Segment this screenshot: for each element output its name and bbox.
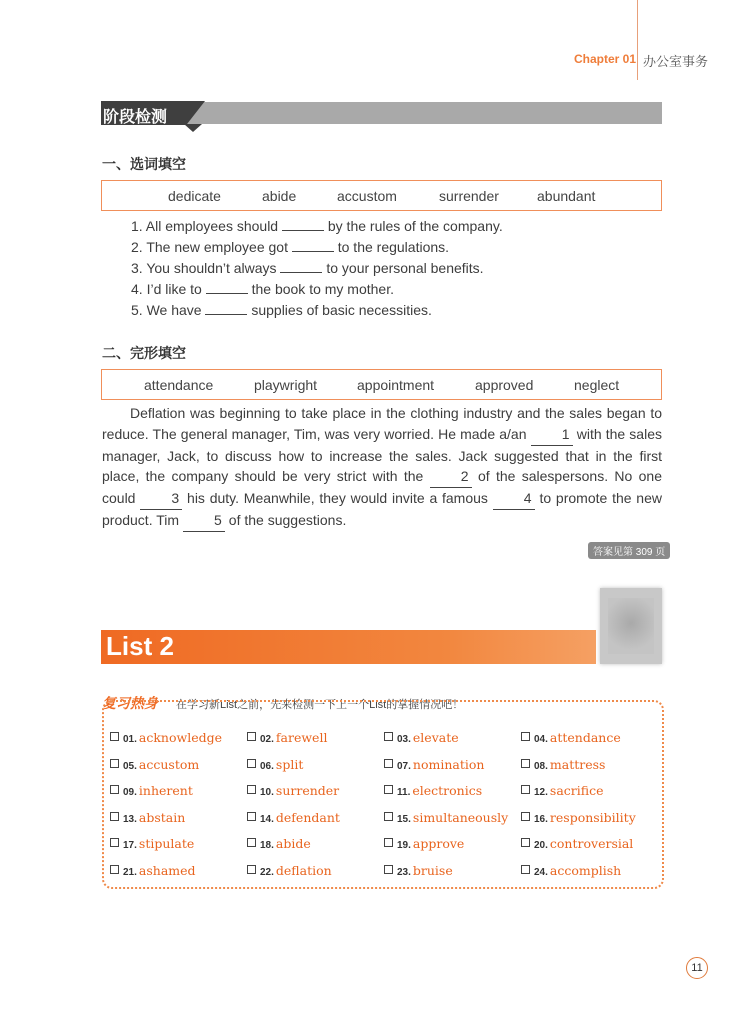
checkbox-icon[interactable] (247, 812, 256, 821)
review-item-number: 24. (534, 866, 548, 878)
cloze-blank-4[interactable]: 4 (493, 488, 535, 510)
checkbox-icon[interactable] (521, 785, 530, 794)
section1-heading: 一、选词填空 (102, 156, 186, 172)
review-item[interactable] (247, 730, 327, 745)
review-item[interactable] (384, 863, 453, 878)
word-bank-item: attendance (144, 377, 214, 393)
question-4: 4. I’d like to the book to my mother. (131, 281, 394, 297)
review-item[interactable] (247, 757, 303, 772)
cloze-blank-3[interactable]: 3 (140, 488, 182, 510)
review-item[interactable] (384, 836, 464, 851)
review-item-word: accustom (138, 756, 200, 772)
review-item-word: accomplish (549, 862, 622, 878)
checkbox-icon[interactable] (521, 838, 530, 847)
review-item[interactable] (247, 783, 339, 798)
review-item-number: 07. (397, 760, 411, 772)
checkbox-icon[interactable] (247, 785, 256, 794)
checkbox-icon[interactable] (110, 785, 119, 794)
review-item-number: 04. (534, 734, 548, 745)
question-3: 3. You shouldn’t always to your personal benefits. (131, 260, 484, 276)
word-bank-item: abundant (537, 188, 596, 204)
review-item-word: responsibility (549, 809, 636, 825)
review-item-word: controversial (549, 836, 634, 851)
section-title: 阶段检测 (103, 109, 168, 126)
review-item-number: 08. (534, 760, 548, 772)
answer-blank[interactable] (282, 230, 324, 231)
word-bank-2 (101, 369, 662, 400)
review-item-word: elevate (412, 730, 459, 745)
list-banner (101, 630, 596, 664)
word-bank-1 (101, 180, 662, 211)
review-item-number: 10. (260, 787, 274, 798)
checkbox-icon[interactable] (384, 732, 393, 741)
cloze-blank-5[interactable]: 5 (183, 510, 225, 532)
answer-reference-badge: 答案见第 309 页 (588, 542, 670, 559)
review-item-number: 03. (397, 734, 411, 745)
checkbox-icon[interactable] (110, 812, 119, 821)
checkbox-icon[interactable] (110, 732, 119, 741)
review-item-number: 05. (123, 760, 137, 772)
review-item-word: surrender (275, 783, 340, 798)
checkbox-icon[interactable] (521, 812, 530, 821)
review-item-word: attendance (549, 730, 621, 745)
review-item[interactable] (384, 810, 508, 825)
answer-blank[interactable] (292, 251, 334, 252)
answer-blank[interactable] (205, 314, 247, 315)
review-item-word: defendant (275, 809, 340, 825)
checkbox-icon[interactable] (384, 865, 393, 874)
section-tab-notch (184, 124, 202, 132)
review-item-number: 01. (123, 734, 137, 745)
word-bank-item: approved (475, 377, 534, 393)
review-item-word: approve (412, 836, 465, 851)
review-item-number: 22. (260, 866, 274, 878)
review-item[interactable] (384, 730, 459, 745)
question-2: 2. The new employee got to the regulations. (131, 239, 450, 255)
cloze-blank-2[interactable]: 2 (430, 466, 472, 488)
review-item[interactable] (521, 783, 603, 798)
checkbox-icon[interactable] (247, 732, 256, 741)
list-title: List 2 (106, 631, 174, 661)
answer-blank[interactable] (206, 293, 248, 294)
review-item-number: 23. (397, 866, 411, 878)
review-item-word: split (275, 756, 304, 772)
answer-blank[interactable] (280, 272, 322, 273)
review-item-word: mattress (549, 756, 606, 772)
review-item-number: 09. (123, 787, 137, 798)
word-bank-item: accustom (337, 188, 397, 204)
review-item[interactable] (247, 863, 332, 878)
checkbox-icon[interactable] (384, 838, 393, 847)
review-item-number: 11. (397, 787, 411, 798)
review-item-word: electronics (412, 783, 483, 798)
review-item-word: bruise (412, 862, 453, 878)
review-item-word: simultaneously (412, 809, 509, 825)
review-item[interactable] (521, 810, 636, 825)
review-item-word: inherent (138, 783, 193, 798)
review-item-word: abide (275, 836, 311, 851)
review-item-word: farewell (275, 730, 328, 745)
review-item[interactable] (247, 836, 311, 851)
checkbox-icon[interactable] (247, 759, 256, 768)
checkbox-icon[interactable] (110, 759, 119, 768)
review-item[interactable] (110, 810, 185, 825)
checkbox-icon[interactable] (110, 838, 119, 847)
page-number: 11 (686, 957, 708, 979)
review-item-word: abstain (138, 809, 186, 825)
review-item[interactable] (521, 836, 633, 851)
word-bank-item: neglect (574, 377, 620, 393)
chapter-title: 办公室事务 (643, 54, 709, 69)
review-item[interactable] (110, 863, 196, 878)
review-item-number: 13. (123, 813, 137, 825)
checkbox-icon[interactable] (384, 812, 393, 821)
review-item-word: nomination (412, 756, 485, 772)
review-item[interactable] (521, 863, 621, 878)
review-item-number: 21. (123, 866, 137, 878)
review-item-number: 06. (260, 760, 274, 772)
word-bank-item: dedicate (168, 188, 221, 204)
cloze-blank-1[interactable]: 1 (531, 424, 573, 446)
cloze-passage: Deflation was beginning to take place in the clothing industry and the sales began to reduce. The general manager, Tim, was very worried. He made a/an 1 with the sales manager, Jack, to discuss how to increase the sales. Jack suggested that in the first place, the company should be very strict with the 2 of the salespersons. No one could 3 his duty. Meanwhile, they would invite a famous 4 to promote the new product. Tim 5 of the suggestions. (102, 403, 662, 532)
review-item-number: 17. (123, 840, 137, 851)
review-item-number: 02. (260, 734, 274, 745)
review-item[interactable] (110, 730, 222, 745)
review-item-word: acknowledge (138, 730, 223, 745)
review-heading: 复习热身 (102, 695, 158, 711)
review-item-word: sacrifice (549, 783, 604, 798)
checkbox-icon[interactable] (521, 865, 530, 874)
checkbox-icon[interactable] (384, 759, 393, 768)
checkbox-icon[interactable] (110, 865, 119, 874)
checkbox-icon[interactable] (247, 838, 256, 847)
review-item[interactable] (110, 783, 193, 798)
word-bank-item: surrender (439, 188, 499, 204)
checkbox-icon[interactable] (521, 732, 530, 741)
review-item-number: 20. (534, 840, 548, 851)
word-bank-item: appointment (357, 377, 435, 393)
review-item[interactable] (521, 757, 605, 772)
word-bank-item: abide (262, 188, 297, 204)
review-item[interactable] (110, 757, 199, 772)
checkbox-icon[interactable] (384, 785, 393, 794)
thumbnail-image-inner (608, 598, 654, 654)
review-item-number: 18. (260, 840, 274, 851)
review-item-number: 16. (534, 813, 548, 825)
review-item[interactable] (384, 757, 484, 772)
review-item-word: deflation (275, 862, 332, 878)
checkbox-icon[interactable] (521, 759, 530, 768)
review-item-number: 12. (534, 787, 548, 798)
review-item-word: stipulate (138, 836, 195, 851)
checkbox-icon[interactable] (247, 865, 256, 874)
review-item[interactable] (521, 730, 621, 745)
question-1: 1. All employees should by the rules of the company. (131, 218, 503, 234)
question-5: 5. We have supplies of basic necessities. (131, 302, 432, 318)
section2-heading: 二、完形填空 (102, 345, 186, 361)
header-divider (637, 0, 638, 80)
chapter-label: Chapter 01 (574, 52, 637, 66)
review-subtitle: 在学习新List之前，先来检测一下上一个List的掌握情况吧！ (176, 699, 464, 711)
review-item-number: 14. (260, 813, 274, 825)
review-item-word: ashamed (138, 862, 196, 878)
word-bank-item: playwright (254, 377, 318, 393)
review-item[interactable] (247, 810, 340, 825)
review-item[interactable] (110, 836, 194, 851)
review-item-number: 19. (397, 840, 411, 851)
review-item[interactable] (384, 783, 482, 798)
review-item-number: 15. (397, 813, 411, 825)
